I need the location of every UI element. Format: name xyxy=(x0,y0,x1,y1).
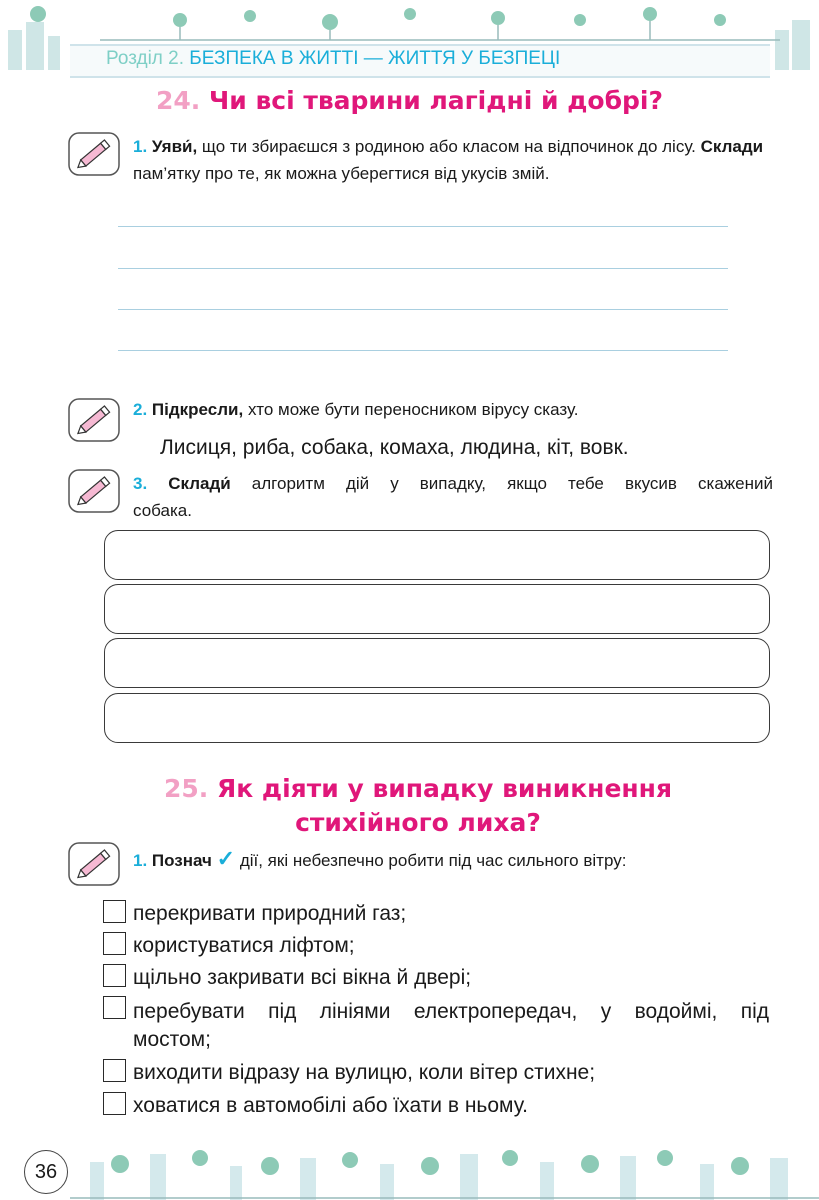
pencil-icon xyxy=(68,132,120,176)
lesson-24-task-3 xyxy=(133,470,773,524)
lesson-25-heading-line-1: Як діяти у випадку виникнення xyxy=(217,774,673,803)
lesson-25-heading-line-2: стихійного лиха? xyxy=(295,808,541,837)
section-title: БЕЗПЕКА В ЖИТТІ — ЖИТТЯ У БЕЗПЕЦІ xyxy=(189,48,561,69)
task-verb: Склади xyxy=(700,137,764,156)
page-number: 36 xyxy=(24,1150,68,1194)
bottom-decoration xyxy=(0,1140,819,1200)
option-text: користуватися ліфтом; xyxy=(133,934,355,957)
task-text: алгоритм дій у випадку, якщо тебе вкусив скажений xyxy=(230,474,773,493)
lesson-25-title xyxy=(0,774,819,803)
algorithm-step-box[interactable] xyxy=(104,584,770,634)
task-number: 1. xyxy=(133,851,148,870)
option-text: виходити відразу на вулицю, коли вітер стихне; xyxy=(133,1061,596,1084)
option-checkbox[interactable] xyxy=(103,900,126,923)
lesson-24-task-2 xyxy=(133,396,773,423)
option-text: щільно закривати всі вікна й двері; xyxy=(133,966,472,989)
lesson-24-number: 24. xyxy=(156,86,201,115)
pencil-icon xyxy=(68,469,120,513)
task-number: 1. xyxy=(133,137,148,156)
writing-line[interactable] xyxy=(118,226,728,227)
lesson-24-task-1 xyxy=(133,133,773,187)
task-number: 2. xyxy=(133,400,148,419)
task-verb: Уяви́, xyxy=(151,137,198,156)
lesson-25-number: 25. xyxy=(163,774,209,803)
pencil-icon xyxy=(68,842,120,886)
task-text: хто може бути переносником вірусу сказу. xyxy=(243,400,579,419)
task-verb: Склади́ xyxy=(168,474,231,493)
lesson-25-task-1 xyxy=(133,845,773,874)
task-number: 3. xyxy=(133,474,148,493)
task-verb: Познач xyxy=(151,851,212,870)
task-verb: Підкресли, xyxy=(151,400,244,419)
algorithm-step-box[interactable] xyxy=(104,530,770,580)
checkmark-icon: ✓ xyxy=(216,846,236,871)
option-checkbox[interactable] xyxy=(103,1059,126,1082)
task-text: що ти збираєшся з родиною або класом на відпочинок до лісу. xyxy=(197,137,696,156)
option-checkbox[interactable] xyxy=(103,964,126,987)
task-text: собака. xyxy=(133,501,192,520)
option-text: перекривати природний газ; xyxy=(133,902,407,925)
option-text: перебувати під лініями електропередач, у водоймі, під xyxy=(133,1000,769,1023)
algorithm-step-box[interactable] xyxy=(104,638,770,688)
task-text: дії, які небезпечно робити під час сильного вітру: xyxy=(235,851,627,870)
lesson-24-title xyxy=(0,86,819,115)
section-part: Розділ 2. xyxy=(106,48,185,69)
option-checkbox[interactable] xyxy=(103,1092,126,1115)
pencil-icon xyxy=(68,398,120,442)
writing-line[interactable] xyxy=(118,268,728,269)
option-text-continued: мостом; xyxy=(133,1028,211,1051)
task-text: пам’ятку про те, як можна уберегтися від укусів змій. xyxy=(133,164,550,183)
option-checkbox[interactable] xyxy=(103,932,126,955)
section-header xyxy=(106,46,560,72)
writing-line[interactable] xyxy=(118,309,728,310)
algorithm-step-box[interactable] xyxy=(104,693,770,743)
writing-line[interactable] xyxy=(118,350,728,351)
lesson-24-heading: Чи всі тварини лагідні й добрі? xyxy=(209,86,663,115)
option-text: ховатися в автомобілі або їхати в ньому. xyxy=(133,1094,528,1117)
option-checkbox[interactable] xyxy=(103,996,126,1019)
animals-list[interactable]: Лисиця, риба, собака, комаха, людина, кіт, вовк. xyxy=(160,436,629,459)
